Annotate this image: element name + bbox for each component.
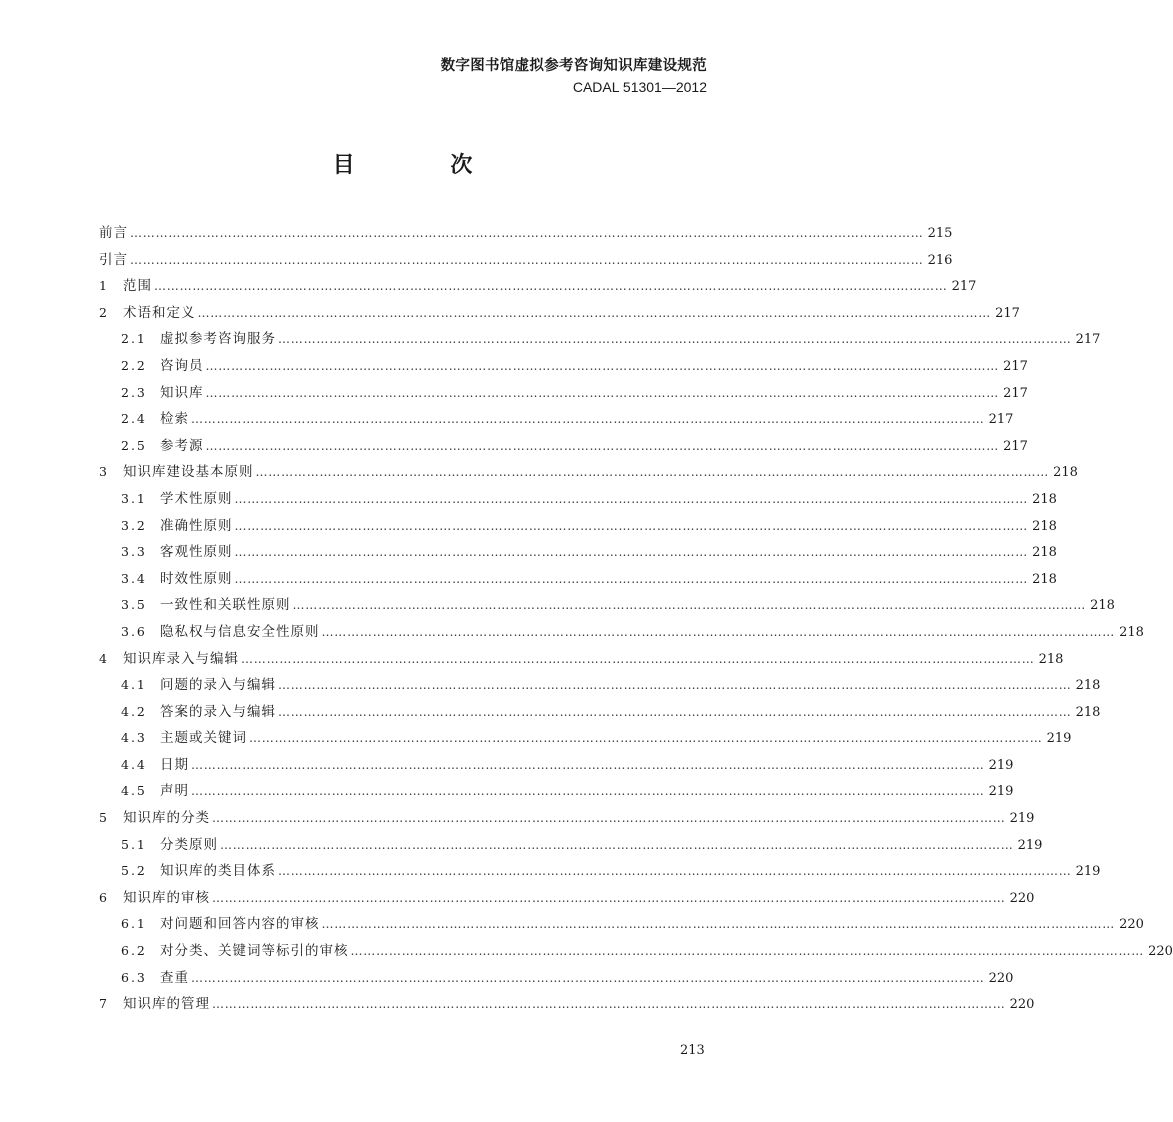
toc-entry-title: 分类原则 [160,836,218,853]
toc-entry-title: 时效性原则 [160,570,233,587]
toc-dot-leader: …………………………………………………………………………………………………………………………………………………………………… [205,438,1000,453]
toc-dot-leader: …………………………………………………………………………………………………………………………………………………………………… [154,279,948,294]
toc-entry[interactable] [99,885,1035,912]
toc-entry-page: 218 [1032,545,1057,561]
toc-entry[interactable] [99,300,1020,327]
toc-entry[interactable] [99,433,1028,460]
toc-dot-leader: …………………………………………………………………………………………………………………………………………………………………… [130,226,924,240]
toc-entry-page: 218 [1075,678,1101,694]
toc-entry-page: 220 [1148,944,1173,960]
toc-entry-number: 4.4 [121,756,147,772]
toc-entry-title: 检索 [160,411,189,428]
toc-entry-number: 6.1 [121,916,147,932]
toc-entry-title: 引言 [99,251,128,268]
toc-dot-leader: …………………………………………………………………………………………………………………………………………………………………… [321,624,1116,639]
toc-entry-number: 4.5 [121,783,147,799]
table-of-contents [99,220,1173,1018]
toc-entry-number: 5 [99,810,107,826]
toc-entry[interactable] [99,353,1028,380]
toc-dot-leader: …………………………………………………………………………………………………………………………………………………………………… [278,704,1072,719]
toc-entry[interactable] [99,486,1057,513]
toc-dot-leader: …………………………………………………………………………………………………………………………………………………………………… [220,837,1014,852]
toc-entry-title: 虚拟参考咨询服务 [160,331,276,348]
toc-entry[interactable] [99,220,953,247]
toc-entry-title: 知识库录入与编辑 [123,650,239,667]
toc-entry-number: 2.2 [121,357,147,373]
toc-title: 目 次 [332,153,517,178]
toc-dot-leader: …………………………………………………………………………………………………………………………………………………………………… [205,385,1000,400]
toc-entry-title: 知识库建设基本原则 [123,464,254,481]
toc-entry-number: 2.3 [121,384,147,400]
toc-entry-number: 1 [99,278,107,294]
toc-entry-title: 一致性和关联性原则 [160,597,291,614]
toc-entry-title: 知识库的类目体系 [160,863,276,880]
toc-entry-title: 知识库的审核 [123,889,210,906]
toc-dot-leader: …………………………………………………………………………………………………………………………………………………………………… [234,545,1029,560]
toc-entry-page: 215 [927,226,953,241]
toc-entry[interactable] [99,725,1072,752]
toc-entry[interactable] [99,699,1101,726]
toc-dot-leader: …………………………………………………………………………………………………………………………………………………………………… [197,305,992,320]
toc-entry-title: 声明 [160,783,189,800]
toc-entry[interactable] [99,672,1101,699]
toc-entry[interactable] [99,805,1035,832]
toc-dot-leader: …………………………………………………………………………………………………………………………………………………………………… [234,518,1029,533]
toc-entry[interactable] [99,539,1057,566]
toc-entry-page: 220 [1119,917,1144,933]
toc-entry-page: 218 [1032,491,1057,507]
toc-entry-title: 客观性原则 [160,544,233,561]
toc-dot-leader: …………………………………………………………………………………………………………………………………………………………………… [278,864,1072,879]
toc-entry[interactable] [99,592,1115,619]
toc-entry-page: 219 [1046,731,1072,747]
toc-entry-page: 219 [988,757,1014,773]
toc-entry-title: 主题或关键词 [160,730,247,747]
toc-entry[interactable] [99,566,1057,593]
header-standard-title: 数字图书馆虚拟参考咨询知识库建设规范 [440,58,707,74]
toc-entry-page: 220 [1009,997,1035,1013]
toc-dot-leader: …………………………………………………………………………………………………………………………………………………………………… [205,358,1000,373]
toc-entry-page: 217 [1003,438,1028,454]
toc-entry-number: 4.3 [121,730,147,746]
toc-entry-page: 217 [995,305,1020,321]
toc-dot-leader: …………………………………………………………………………………………………………………………………………………………………… [212,890,1006,905]
toc-entry-page: 217 [1075,332,1101,348]
toc-entry-title: 对问题和回答内容的审核 [160,916,320,933]
toc-entry-number: 6.3 [121,969,147,985]
toc-entry-number: 4.1 [121,677,147,693]
toc-entry-page: 218 [1090,598,1115,614]
toc-entry-page: 217 [1003,358,1028,374]
toc-entry-page: 217 [1003,385,1028,401]
toc-entry-title: 学术性原则 [160,490,233,507]
page-number: 213 [680,1043,705,1058]
toc-entry[interactable] [99,646,1064,673]
toc-entry-page: 219 [1075,864,1101,880]
toc-entry-page: 219 [1009,811,1035,827]
toc-entry-title: 答案的录入与编辑 [160,703,276,720]
toc-entry[interactable] [99,406,1014,433]
toc-entry-number: 6.2 [121,943,147,959]
toc-entry-title: 范围 [123,278,152,295]
toc-entry-title: 隐私权与信息安全性原则 [160,623,320,640]
toc-entry-page: 218 [1053,465,1078,481]
toc-entry-title: 日期 [160,756,189,773]
toc-entry-number: 3.6 [121,623,147,639]
toc-entry-title: 术语和定义 [123,304,196,321]
toc-entry[interactable] [99,273,977,300]
toc-dot-leader: …………………………………………………………………………………………………………………………………………………………………… [130,252,924,267]
toc-dot-leader: …………………………………………………………………………………………………………………………………………………………………… [350,944,1145,959]
toc-entry[interactable] [99,326,1101,353]
toc-entry-number: 7 [99,996,107,1012]
toc-entry-title: 知识库的管理 [123,996,210,1013]
toc-entry[interactable] [99,778,1014,805]
toc-entry-page: 218 [1075,704,1101,720]
toc-entry-number: 4.2 [121,703,147,719]
toc-entry-number: 2.5 [121,437,147,453]
toc-entry-title: 参考源 [160,437,204,454]
toc-entry-page: 220 [988,970,1014,986]
toc-entry-title: 准确性原则 [160,517,233,534]
toc-entry-number: 3 [99,464,107,480]
toc-dot-leader: …………………………………………………………………………………………………………………………………………………………………… [321,917,1116,932]
toc-dot-leader: …………………………………………………………………………………………………………………………………………………………………… [191,784,985,799]
toc-entry-number: 3.1 [121,490,147,506]
toc-dot-leader: …………………………………………………………………………………………………………………………………………………………………… [249,731,1043,746]
toc-entry[interactable] [99,938,1173,965]
toc-entry-page: 217 [951,279,977,295]
toc-entry[interactable] [99,513,1057,540]
toc-entry-page: 219 [1017,837,1043,853]
toc-dot-leader: …………………………………………………………………………………………………………………………………………………………………… [191,970,985,985]
toc-entry-number: 3.4 [121,570,147,586]
toc-entry[interactable] [99,752,1014,779]
toc-entry-page: 219 [988,784,1014,800]
toc-entry-title: 前言 [99,225,128,241]
header-standard-code: CADAL 51301—2012 [572,79,707,95]
toc-entry-title: 问题的录入与编辑 [160,677,276,694]
toc-entry-number: 2.1 [121,331,147,347]
toc-entry[interactable] [99,459,1078,486]
toc-entry[interactable] [99,619,1144,646]
toc-entry-number: 5.2 [121,863,147,879]
toc-entry-title: 知识库的分类 [123,810,210,827]
toc-entry-page: 218 [1119,624,1144,640]
toc-entry-title: 咨询员 [160,357,204,374]
toc-dot-leader: …………………………………………………………………………………………………………………………………………………………………… [278,678,1072,693]
toc-entry-number: 6 [99,889,107,905]
toc-entry-page: 218 [1032,571,1057,587]
toc-dot-leader: …………………………………………………………………………………………………………………………………………………………………… [212,811,1006,826]
toc-entry[interactable] [99,991,1035,1018]
toc-dot-leader: …………………………………………………………………………………………………………………………………………………………………… [191,412,985,427]
toc-dot-leader: …………………………………………………………………………………………………………………………………………………………………… [255,465,1050,480]
toc-entry-page: 220 [1009,890,1035,906]
toc-dot-leader: …………………………………………………………………………………………………………………………………………………………………… [292,598,1087,613]
toc-entry-page: 218 [1032,518,1057,534]
toc-entry[interactable] [99,858,1101,885]
toc-dot-leader: …………………………………………………………………………………………………………………………………………………………………… [234,571,1029,586]
toc-dot-leader: …………………………………………………………………………………………………………………………………………………………………… [278,332,1072,347]
toc-entry-page: 217 [988,412,1014,428]
toc-entry-page: 216 [927,252,953,268]
toc-entry[interactable] [99,965,1014,992]
toc-dot-leader: …………………………………………………………………………………………………………………………………………………………………… [212,997,1006,1012]
toc-entry-title: 知识库 [160,384,204,401]
toc-entry[interactable] [99,380,1028,407]
toc-entry-title: 查重 [160,969,189,986]
toc-entry-number: 5.1 [121,836,147,852]
toc-entry-number: 4 [99,650,107,666]
toc-entry[interactable] [99,247,953,274]
toc-dot-leader: …………………………………………………………………………………………………………………………………………………………………… [234,491,1029,506]
toc-entry-number: 3.2 [121,517,147,533]
toc-entry-title: 对分类、关键词等标引的审核 [160,943,349,960]
toc-entry[interactable] [99,832,1043,859]
toc-dot-leader: …………………………………………………………………………………………………………………………………………………………………… [191,757,985,772]
toc-entry-number: 3.3 [121,544,147,560]
toc-entry-number: 2.4 [121,411,147,427]
toc-entry-number: 2 [99,304,107,320]
toc-entry-number: 3.5 [121,597,147,613]
toc-dot-leader: …………………………………………………………………………………………………………………………………………………………………… [241,651,1035,666]
toc-entry[interactable] [99,911,1144,938]
toc-entry-page: 218 [1038,651,1064,667]
